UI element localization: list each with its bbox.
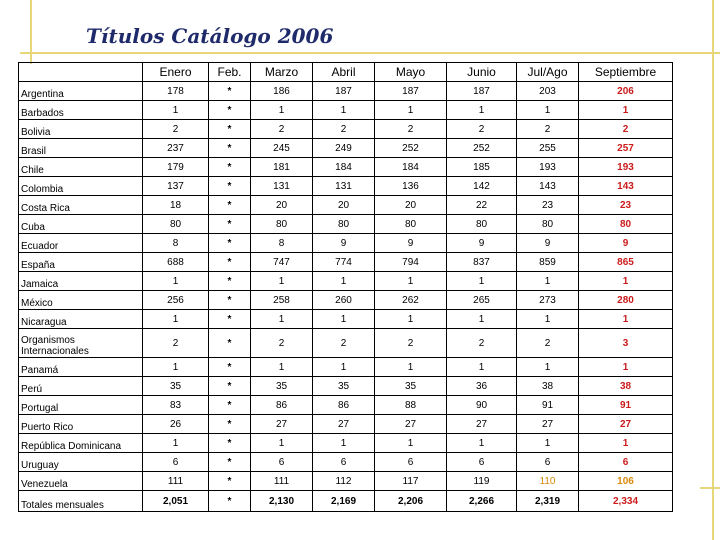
value-cell: 1 [579, 434, 673, 453]
table-row [19, 291, 673, 310]
value-cell: 1 [313, 434, 375, 453]
value-cell: 8 [143, 234, 209, 253]
value-cell: 1 [143, 101, 209, 120]
value-cell: 6 [517, 453, 579, 472]
table-row [19, 358, 673, 377]
value-cell: 27 [375, 415, 447, 434]
value-cell: 1 [447, 358, 517, 377]
header-cell: Junio [447, 63, 517, 82]
value-cell: 255 [517, 139, 579, 158]
value-cell: * [209, 120, 251, 139]
value-cell: * [209, 453, 251, 472]
value-cell: 1 [313, 272, 375, 291]
value-cell: 193 [579, 158, 673, 177]
value-cell: 859 [517, 253, 579, 272]
header-cell: Feb. [209, 63, 251, 82]
country-cell: Argentina [19, 82, 143, 101]
decorative-horizontal-line [20, 52, 720, 54]
value-cell: 1 [517, 358, 579, 377]
country-cell: Perú [19, 377, 143, 396]
value-cell: 142 [447, 177, 517, 196]
country-cell: Portugal [19, 396, 143, 415]
value-cell: 6 [143, 453, 209, 472]
value-cell: 27 [313, 415, 375, 434]
value-cell: 2 [143, 329, 209, 358]
value-cell: 184 [375, 158, 447, 177]
value-cell: 1 [375, 272, 447, 291]
value-cell: 111 [143, 472, 209, 491]
decorative-bottom-tick [700, 487, 720, 489]
value-cell: * [209, 101, 251, 120]
value-cell: 3 [579, 329, 673, 358]
value-cell: 20 [251, 196, 313, 215]
value-cell: 80 [143, 215, 209, 234]
value-cell: 119 [447, 472, 517, 491]
value-cell: 184 [313, 158, 375, 177]
value-cell: 2 [375, 329, 447, 358]
value-cell: * [209, 196, 251, 215]
value-cell: 9 [447, 234, 517, 253]
value-cell: 185 [447, 158, 517, 177]
value-cell: * [209, 234, 251, 253]
value-cell: 27 [251, 415, 313, 434]
country-cell: Cuba [19, 215, 143, 234]
value-cell: 206 [579, 82, 673, 101]
value-cell: * [209, 215, 251, 234]
country-cell: Totales mensuales [19, 491, 143, 512]
value-cell: 6 [447, 453, 517, 472]
header-row [19, 63, 673, 82]
table-row [19, 158, 673, 177]
value-cell: 1 [375, 358, 447, 377]
value-cell: 260 [313, 291, 375, 310]
value-cell: 38 [517, 377, 579, 396]
value-cell: 187 [375, 82, 447, 101]
value-cell: 88 [375, 396, 447, 415]
value-cell: 2,130 [251, 491, 313, 512]
header-cell: Enero [143, 63, 209, 82]
table-row [19, 272, 673, 291]
value-cell: 91 [517, 396, 579, 415]
value-cell: * [209, 272, 251, 291]
page-title: Títulos Catálogo 2006 [86, 24, 334, 48]
value-cell: 1 [251, 358, 313, 377]
decorative-vertical-line [30, 0, 32, 64]
value-cell: * [209, 158, 251, 177]
country-cell: España [19, 253, 143, 272]
value-cell: 6 [375, 453, 447, 472]
value-cell: 35 [143, 377, 209, 396]
header-cell: Marzo [251, 63, 313, 82]
value-cell: 131 [251, 177, 313, 196]
value-cell: 262 [375, 291, 447, 310]
value-cell: 6 [313, 453, 375, 472]
value-cell: 1 [447, 101, 517, 120]
table-row [19, 310, 673, 329]
value-cell: 249 [313, 139, 375, 158]
value-cell: 256 [143, 291, 209, 310]
value-cell: 747 [251, 253, 313, 272]
value-cell: 9 [313, 234, 375, 253]
value-cell: * [209, 82, 251, 101]
value-cell: * [209, 472, 251, 491]
country-cell: Bolivia [19, 120, 143, 139]
value-cell: 143 [579, 177, 673, 196]
value-cell: 1 [143, 358, 209, 377]
value-cell: 280 [579, 291, 673, 310]
catalog-table [18, 62, 673, 512]
value-cell: 203 [517, 82, 579, 101]
totals-row [19, 491, 673, 512]
value-cell: 86 [313, 396, 375, 415]
value-cell: 2 [579, 120, 673, 139]
value-cell: 111 [251, 472, 313, 491]
table-row [19, 415, 673, 434]
value-cell: 27 [579, 415, 673, 434]
value-cell: 2 [375, 120, 447, 139]
value-cell: 1 [313, 101, 375, 120]
value-cell: 1 [579, 272, 673, 291]
value-cell: 1 [313, 358, 375, 377]
value-cell: 8 [251, 234, 313, 253]
header-cell: Mayo [375, 63, 447, 82]
value-cell: 9 [517, 234, 579, 253]
table-row [19, 396, 673, 415]
value-cell: 2 [313, 120, 375, 139]
value-cell: * [209, 139, 251, 158]
value-cell: 2,334 [579, 491, 673, 512]
table-row [19, 215, 673, 234]
value-cell: 2 [251, 120, 313, 139]
header-cell: Abril [313, 63, 375, 82]
value-cell: 1 [143, 434, 209, 453]
value-cell: 1 [143, 272, 209, 291]
value-cell: 186 [251, 82, 313, 101]
value-cell: 774 [313, 253, 375, 272]
value-cell: 6 [251, 453, 313, 472]
value-cell: * [209, 310, 251, 329]
value-cell: 35 [313, 377, 375, 396]
country-cell: Nicaragua [19, 310, 143, 329]
value-cell: 136 [375, 177, 447, 196]
country-cell: Barbados [19, 101, 143, 120]
value-cell: 187 [313, 82, 375, 101]
value-cell: 1 [579, 310, 673, 329]
value-cell: * [209, 434, 251, 453]
value-cell: 178 [143, 82, 209, 101]
value-cell: 2,266 [447, 491, 517, 512]
country-cell: México [19, 291, 143, 310]
value-cell: 252 [375, 139, 447, 158]
value-cell: 80 [579, 215, 673, 234]
table-row [19, 82, 673, 101]
country-cell: Chile [19, 158, 143, 177]
value-cell: 2 [251, 329, 313, 358]
value-cell: 2 [447, 329, 517, 358]
value-cell: 137 [143, 177, 209, 196]
value-cell: 80 [447, 215, 517, 234]
value-cell: 1 [447, 434, 517, 453]
table-row [19, 453, 673, 472]
value-cell: 35 [375, 377, 447, 396]
country-cell: Panamá [19, 358, 143, 377]
value-cell: 2 [313, 329, 375, 358]
value-cell: 2 [517, 329, 579, 358]
value-cell: 237 [143, 139, 209, 158]
value-cell: * [209, 329, 251, 358]
value-cell: 2,206 [375, 491, 447, 512]
header-cell [19, 63, 143, 82]
table-row [19, 377, 673, 396]
value-cell: 36 [447, 377, 517, 396]
value-cell: 2,169 [313, 491, 375, 512]
value-cell: 22 [447, 196, 517, 215]
table-row [19, 472, 673, 491]
value-cell: 1 [143, 310, 209, 329]
value-cell: 181 [251, 158, 313, 177]
value-cell: 80 [517, 215, 579, 234]
value-cell: 86 [251, 396, 313, 415]
value-cell: 1 [251, 101, 313, 120]
value-cell: 117 [375, 472, 447, 491]
table-row [19, 177, 673, 196]
country-cell: Jamaica [19, 272, 143, 291]
value-cell: 688 [143, 253, 209, 272]
value-cell: * [209, 396, 251, 415]
value-cell: 18 [143, 196, 209, 215]
value-cell: 6 [579, 453, 673, 472]
country-cell: República Dominicana [19, 434, 143, 453]
header-cell: Septiembre [579, 63, 673, 82]
table-row [19, 434, 673, 453]
table-row [19, 139, 673, 158]
value-cell: 27 [517, 415, 579, 434]
value-cell: * [209, 177, 251, 196]
table-row [19, 196, 673, 215]
table-row [19, 101, 673, 120]
value-cell: 1 [447, 310, 517, 329]
country-cell: Venezuela [19, 472, 143, 491]
value-cell: 38 [579, 377, 673, 396]
value-cell: 80 [313, 215, 375, 234]
value-cell: 90 [447, 396, 517, 415]
value-cell: 1 [375, 101, 447, 120]
value-cell: * [209, 291, 251, 310]
value-cell: 23 [517, 196, 579, 215]
value-cell: 110 [517, 472, 579, 491]
value-cell: 193 [517, 158, 579, 177]
value-cell: 20 [375, 196, 447, 215]
value-cell: 2 [517, 120, 579, 139]
value-cell: 1 [375, 310, 447, 329]
value-cell: 245 [251, 139, 313, 158]
value-cell: 80 [251, 215, 313, 234]
value-cell: 1 [517, 272, 579, 291]
value-cell: * [209, 491, 251, 512]
value-cell: 26 [143, 415, 209, 434]
table-row [19, 234, 673, 253]
table-row [19, 120, 673, 139]
value-cell: * [209, 253, 251, 272]
value-cell: * [209, 377, 251, 396]
value-cell: 9 [375, 234, 447, 253]
value-cell: * [209, 358, 251, 377]
value-cell: 187 [447, 82, 517, 101]
value-cell: * [209, 415, 251, 434]
value-cell: 2 [447, 120, 517, 139]
country-cell: Brasil [19, 139, 143, 158]
value-cell: 1 [251, 434, 313, 453]
country-cell: Organismos Internacionales [19, 329, 143, 358]
value-cell: 1 [375, 434, 447, 453]
value-cell: 179 [143, 158, 209, 177]
value-cell: 112 [313, 472, 375, 491]
value-cell: 1 [447, 272, 517, 291]
value-cell: 106 [579, 472, 673, 491]
country-cell: Costa Rica [19, 196, 143, 215]
value-cell: 1 [251, 272, 313, 291]
value-cell: 131 [313, 177, 375, 196]
value-cell: 23 [579, 196, 673, 215]
value-cell: 2,051 [143, 491, 209, 512]
country-cell: Puerto Rico [19, 415, 143, 434]
value-cell: 1 [313, 310, 375, 329]
value-cell: 1 [517, 310, 579, 329]
value-cell: 27 [447, 415, 517, 434]
table-row [19, 253, 673, 272]
value-cell: 91 [579, 396, 673, 415]
decorative-right-border [712, 0, 714, 540]
value-cell: 1 [517, 101, 579, 120]
value-cell: 1 [579, 358, 673, 377]
value-cell: 257 [579, 139, 673, 158]
value-cell: 252 [447, 139, 517, 158]
table-row [19, 329, 673, 358]
value-cell: 2,319 [517, 491, 579, 512]
value-cell: 2 [143, 120, 209, 139]
country-cell: Colombia [19, 177, 143, 196]
value-cell: 865 [579, 253, 673, 272]
country-cell: Uruguay [19, 453, 143, 472]
header-cell: Jul/Ago [517, 63, 579, 82]
value-cell: 35 [251, 377, 313, 396]
value-cell: 83 [143, 396, 209, 415]
value-cell: 20 [313, 196, 375, 215]
value-cell: 143 [517, 177, 579, 196]
country-cell: Ecuador [19, 234, 143, 253]
value-cell: 1 [579, 101, 673, 120]
value-cell: 1 [251, 310, 313, 329]
value-cell: 794 [375, 253, 447, 272]
value-cell: 273 [517, 291, 579, 310]
value-cell: 258 [251, 291, 313, 310]
value-cell: 9 [579, 234, 673, 253]
value-cell: 837 [447, 253, 517, 272]
value-cell: 80 [375, 215, 447, 234]
value-cell: 265 [447, 291, 517, 310]
value-cell: 1 [517, 434, 579, 453]
